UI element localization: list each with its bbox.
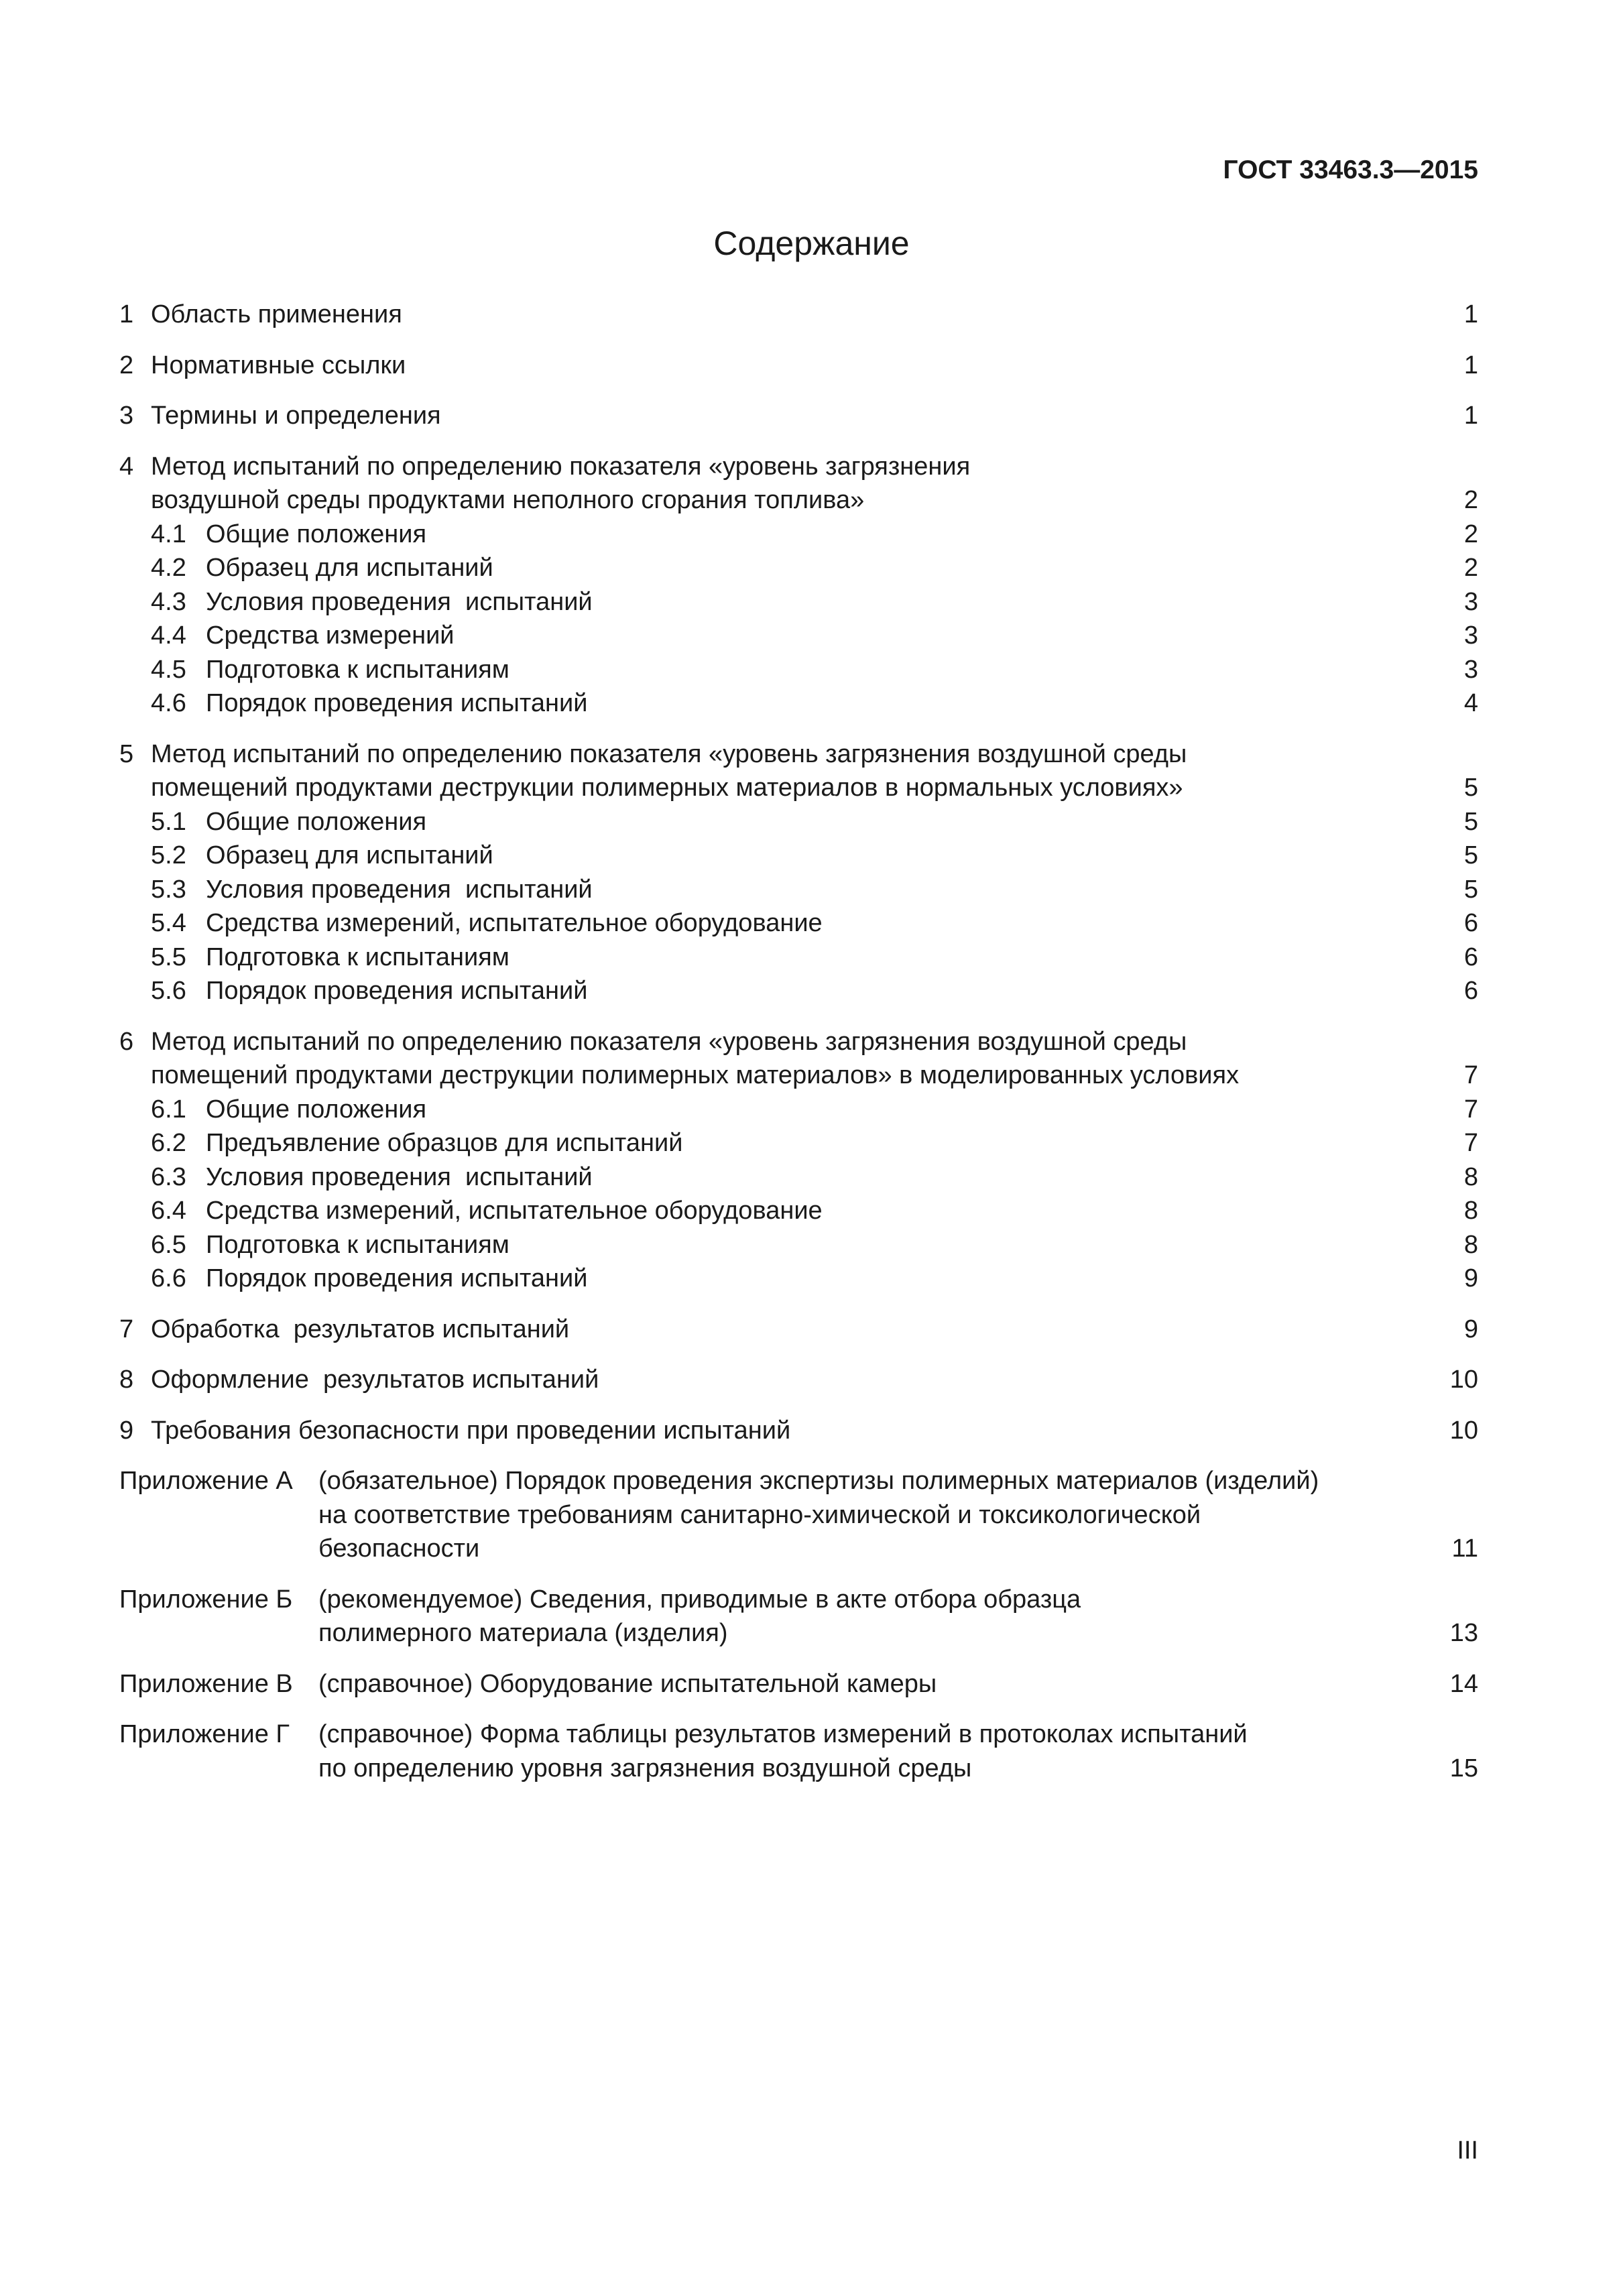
dot-leader (825, 1197, 1462, 1219)
dot-leader (1241, 1062, 1462, 1083)
page-number: 6 (1463, 943, 1478, 971)
dot-leader (589, 1265, 1461, 1286)
dot-leader (428, 808, 1462, 830)
dot-leader (404, 301, 1462, 322)
page-number: 2 (1463, 554, 1478, 582)
dot-leader (595, 876, 1462, 898)
toc-entry-5-line1[interactable]: 5 Метод испытаний по определению показателя «уровень загрязнения воздушной среды (119, 739, 1187, 768)
page-number: 5 (1463, 807, 1478, 836)
dot-leader (825, 910, 1462, 931)
toc-entry-4-2[interactable]: 4.2 Образец для испытаний ..... 2 (119, 551, 1478, 585)
toc-entry-5-2[interactable]: 5.2 Образец для испытаний ..... 5 (119, 839, 1478, 873)
page-number: 5 (1463, 841, 1478, 869)
toc-entry-6-3[interactable]: 6.3 Условия проведения испытаний ..... 8 (119, 1160, 1478, 1195)
page-number: 1 (1463, 402, 1478, 430)
page-number: 3 (1463, 655, 1478, 684)
page-number: 7 (1463, 1061, 1478, 1089)
toc-appendix-g-line1[interactable]: Приложение Г (справочное) Форма таблицы результатов измерений в протоколах испытаний (119, 1717, 1478, 1752)
page-number: 8 (1463, 1162, 1478, 1191)
toc-entry-5-4[interactable]: 5.4 Средства измерений, испытательное оборудование ..... 6 (119, 906, 1478, 941)
toc-appendix-a-line3[interactable]: безопасности ..... 11 (119, 1532, 1478, 1566)
page-number: 15 (1449, 1754, 1478, 1783)
dot-leader (792, 1417, 1448, 1439)
page-title: Содержание (713, 225, 910, 262)
dot-leader (481, 1535, 1449, 1557)
dot-leader (589, 690, 1461, 711)
page-number: 10 (1449, 1416, 1478, 1445)
page-number: 1 (1463, 300, 1478, 328)
dot-leader (495, 554, 1462, 576)
toc-entry-6-5[interactable]: 6.5 Подготовка к испытаниям ..... 8 (119, 1228, 1478, 1262)
page-number: 9 (1463, 1315, 1478, 1343)
toc-appendix-a-line2[interactable]: на соответствие требованиям санитарно-химической и токсикологической (318, 1500, 1201, 1529)
toc-entry-6-line2[interactable]: помещений продуктами деструкции полимерных материалов» в моделированных условиях ..... 7 (119, 1059, 1478, 1093)
dot-leader (1185, 774, 1462, 796)
toc-entry-8[interactable]: 8 Оформление результатов испытаний ..... 10 (119, 1363, 1478, 1397)
dot-leader (512, 656, 1462, 678)
appendix-label: Приложение А (119, 1467, 293, 1495)
dot-leader (866, 487, 1462, 508)
page-number: 14 (1449, 1669, 1478, 1698)
page-number: 2 (1463, 520, 1478, 548)
dot-leader (443, 402, 1462, 424)
toc-entry-4-5[interactable]: 4.5 Подготовка к испытаниям ..... 3 (119, 653, 1478, 687)
page-number: 8 (1463, 1230, 1478, 1259)
page-number: 2 (1463, 486, 1478, 514)
toc-entry-7[interactable]: 7 Обработка результатов испытаний ..... 9 (119, 1313, 1478, 1347)
dot-leader (589, 977, 1461, 999)
dot-leader (571, 1316, 1462, 1337)
toc-entry-4-4[interactable]: 4.4 Средства измерений ..... 3 (119, 619, 1478, 653)
toc-entry-4-3[interactable]: 4.3 Условия проведения испытаний ..... 3 (119, 585, 1478, 619)
dot-leader (973, 1755, 1447, 1776)
page-number: 6 (1463, 909, 1478, 937)
toc-entry-6-4[interactable]: 6.4 Средства измерений, испытательное оборудование ..... 8 (119, 1194, 1478, 1228)
dot-leader (428, 521, 1462, 542)
toc-entry-4-1[interactable]: 4.1 Общие положения ..... 2 (119, 518, 1478, 552)
page-number: 11 (1451, 1534, 1478, 1563)
toc-entry-6-line1[interactable]: 6 Метод испытаний по определению показателя «уровень загрязнения воздушной среды (119, 1027, 1187, 1056)
toc-entry-6-6[interactable]: 6.6 Порядок проведения испытаний ..... 9 (119, 1262, 1478, 1296)
page-number: 1 (1463, 351, 1478, 379)
standard-designation: ГОСТ 33463.3—2015 (1223, 156, 1478, 184)
toc-entry-5-line2[interactable]: помещений продуктами деструкции полимерных материалов в нормальных условиях» ..... 5 (119, 771, 1478, 805)
page-number: 3 (1463, 621, 1478, 650)
toc-entry-6-1[interactable]: 6.1 Общие положения ..... 7 (119, 1093, 1478, 1127)
page-folio: III (1457, 2136, 1478, 2165)
page-number: 7 (1463, 1095, 1478, 1124)
dot-leader (730, 1620, 1448, 1641)
table-of-contents (119, 298, 1478, 1785)
dot-leader (601, 1366, 1447, 1388)
toc-entry-2[interactable]: 2 Нормативные ссылки ..... 1 (119, 349, 1478, 383)
dot-leader (512, 944, 1462, 965)
page-number: 5 (1463, 774, 1478, 802)
toc-entry-5-1[interactable]: 5.1 Общие положения ..... 5 (119, 805, 1478, 839)
toc-entry-3[interactable]: 3 Термины и определения ..... 1 (119, 399, 1478, 433)
dot-leader (408, 352, 1462, 373)
toc-entry-5-3[interactable]: 5.3 Условия проведения испытаний ..... 5 (119, 873, 1478, 907)
page-number: 10 (1449, 1366, 1478, 1394)
page-number: 13 (1449, 1619, 1478, 1647)
page-number: 8 (1463, 1197, 1478, 1225)
toc-entry-9[interactable]: 9 Требования безопасности при проведении испытаний ..... 10 (119, 1414, 1478, 1448)
dot-leader (428, 1096, 1462, 1117)
toc-entry-5-6[interactable]: 5.6 Порядок проведения испытаний ..... 6 (119, 974, 1478, 1008)
toc-entry-1[interactable]: 1 Область применения ..... 1 (119, 298, 1478, 332)
toc-entry-4-line2[interactable]: воздушной среды продуктами неполного сгорания топлива» ..... 2 (119, 483, 1478, 518)
toc-entry-5-5[interactable]: 5.5 Подготовка к испытаниям ..... 6 (119, 941, 1478, 975)
page-number: 4 (1463, 689, 1478, 717)
page-number: 5 (1463, 875, 1478, 904)
dot-leader (495, 842, 1462, 863)
toc-appendix-b-line2[interactable]: полимерного материала (изделия) ..... 13 (119, 1616, 1478, 1650)
dot-leader (684, 1130, 1461, 1151)
dot-leader (512, 1231, 1462, 1253)
dot-leader (595, 1164, 1462, 1185)
page-number: 6 (1463, 977, 1478, 1005)
page-number: 3 (1463, 587, 1478, 616)
dot-leader (457, 622, 1462, 644)
page-number: 7 (1463, 1129, 1478, 1157)
toc-appendix-v[interactable]: Приложение В (справочное) Оборудование испытательной камеры ..... 14 (119, 1667, 1478, 1701)
toc-appendix-g-line2[interactable]: по определению уровня загрязнения воздушной среды ..... 15 (119, 1752, 1478, 1786)
dot-leader (939, 1671, 1447, 1692)
toc-entry-4-6[interactable]: 4.6 Порядок проведения испытаний ..... 4 (119, 686, 1478, 721)
page-number: 9 (1463, 1264, 1478, 1292)
toc-entry-4-line1[interactable]: 4 Метод испытаний по определению показателя «уровень загрязнения (119, 452, 971, 481)
appendix-label: Приложение Г (119, 1720, 290, 1748)
appendix-label: Приложение Б (119, 1585, 293, 1614)
toc-entry-6-2[interactable]: 6.2 Предъявление образцов для испытаний ..... 7 (119, 1126, 1478, 1160)
toc-appendix-b-line1[interactable]: Приложение Б (рекомендуемое) Сведения, приводимые в акте отбора образца (119, 1583, 1478, 1617)
appendix-label: Приложение В (119, 1669, 293, 1698)
toc-appendix-a-line1[interactable]: Приложение А (обязательное) Порядок проведения экспертизы полимерных материалов (изделий) (119, 1464, 1478, 1498)
dot-leader (595, 589, 1462, 610)
